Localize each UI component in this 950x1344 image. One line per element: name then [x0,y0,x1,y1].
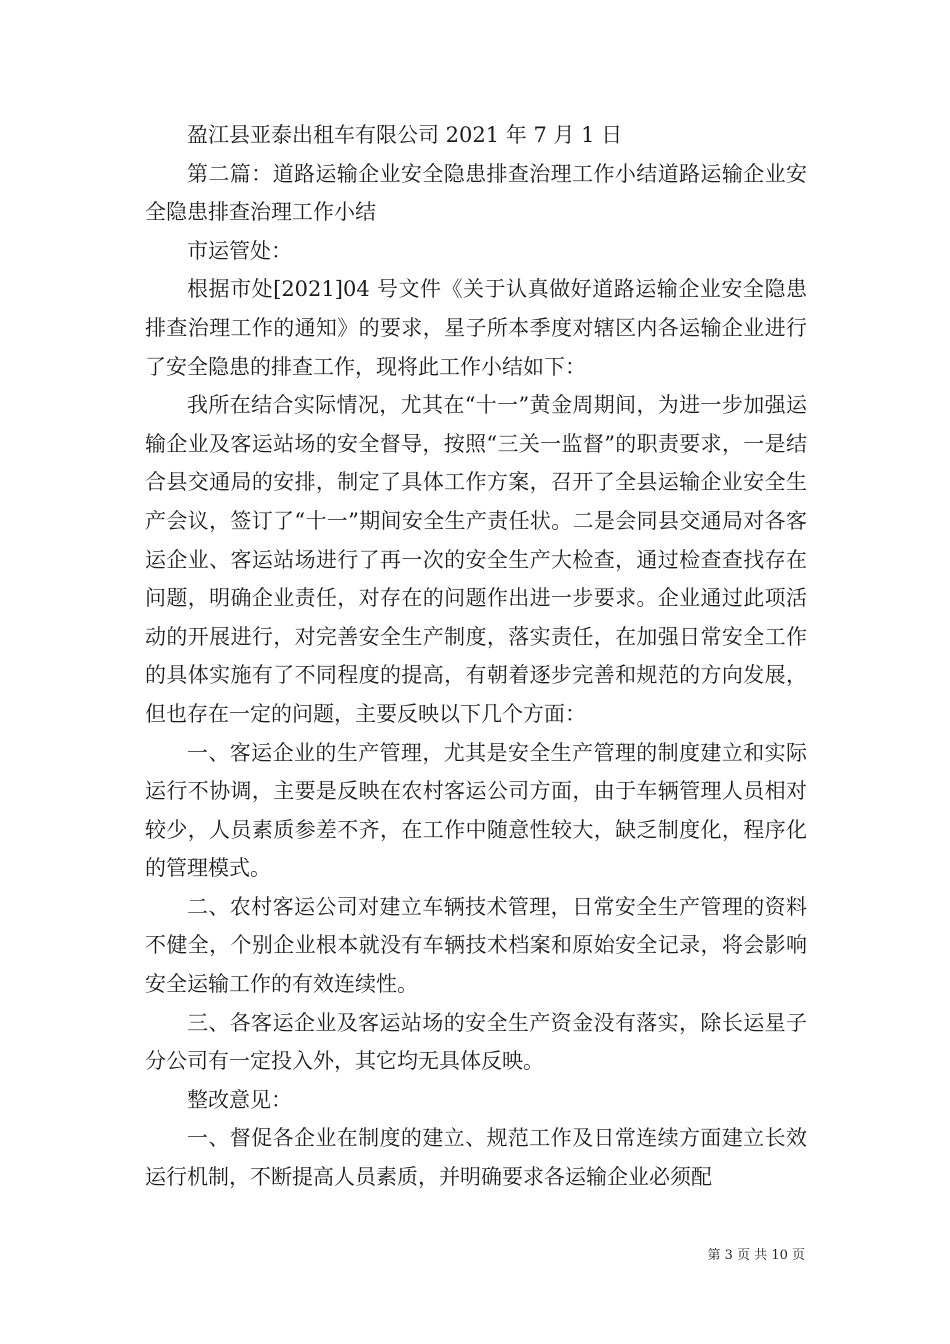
paragraph-issue-3: 三、各客运企业及客运站场的安全生产资金没有落实，除长运星子分公司有一定投入外，其它均无具体反映。 [145,1010,807,1074]
paragraph-situation: 我所在结合实际情况，尤其在“十一”黄金周期间，为进一步加强运输企业及客运站场的安全督导，按照“三关一监督”的职责要求，一是结合县交通局的安排，制定了具体工作方案，召开了全县运输企业安全生产会议，签订了“十一”期间安全生产责任状。二是会同县交通局对各客运企业、客运站场进行了再一次的安全生产大检查，通过检查查找存在问题，明确企业责任，对存在的问题作出进一步要求。企业通过此项活动的开展进行，对完善安全生产制度，落实责任，在加强日常安全工作的具体实施有了不同程度的提高，有朝着逐步完善和规范的方向发展，但也存在一定的问题，主要反映以下几个方面： [145,393,807,726]
paragraph-section-title: 第二篇：道路运输企业安全隐患排查治理工作小结道路运输企业安全隐患排查治理工作小结 [145,161,807,225]
paragraph-rectification-heading: 整改意见： [187,1087,292,1112]
paragraph-issue-2: 二、农村客运公司对建立车辆技术管理，日常安全生产管理的资料不健全，个别企业根本就没有车辆技术档案和原始安全记录，将会影响安全运输工作的有效连续性。 [145,894,807,997]
paragraph-company-date: 盈江县亚泰出租车有限公司 2021 年 7 月 1 日 [187,123,623,147]
paragraph-addressee: 市运管处： [187,238,292,263]
paragraph-rectification-1: 一、督促各企业在制度的建立、规范工作及日常连续方面建立长效运行机制，不断提高人员素质，并明确要求各运输企业必须配 [145,1126,807,1190]
document-body [145,116,807,1197]
page-number: 第 3 页 共 10 页 [707,1248,805,1263]
paragraph-issue-1: 一、客运企业的生产管理，尤其是安全生产管理的制度建立和实际运行不协调，主要是反映在农村客运公司方面，由于车辆管理人员相对较少，人员素质参差不齐，在工作中随意性较大，缺乏制度化，程序化的管理模式。 [145,740,807,881]
paragraph-intro: 根据市处[2021]04 号文件《关于认真做好道路运输企业安全隐患排查治理工作的通知》的要求，星子所本季度对辖区内各运输企业进行了安全隐患的排查工作，现将此工作小结如下： [145,277,807,379]
